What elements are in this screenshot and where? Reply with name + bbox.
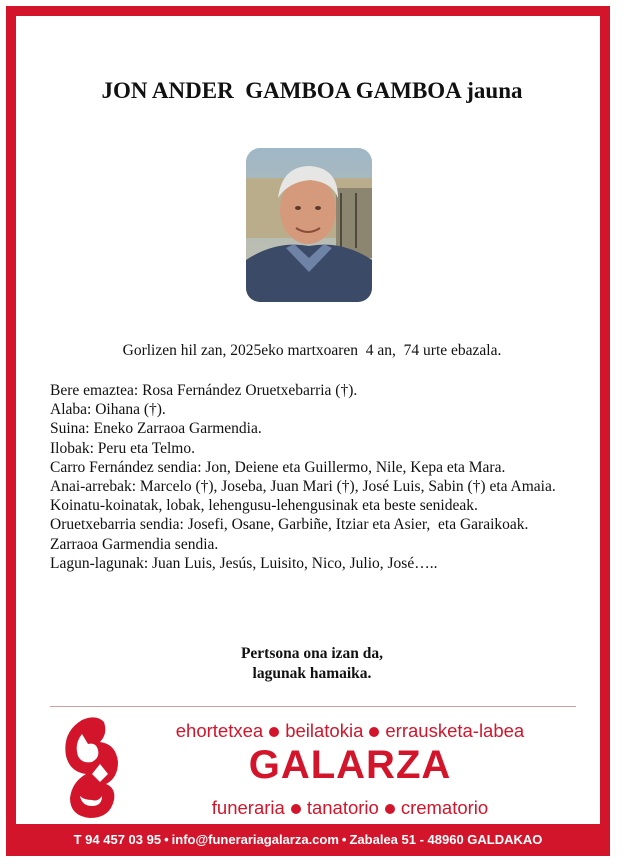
service-funeraria: funeraria xyxy=(211,797,285,818)
family-line: Alaba: Oihana (†). xyxy=(50,401,166,419)
address: Zabalea 51 - 48960 GALDAKAO xyxy=(349,832,543,847)
closing-line-2: lagunak hamaika. xyxy=(252,665,372,682)
service-errausketa: errausketa-labea xyxy=(385,720,525,741)
services-basque xyxy=(140,720,560,742)
phone-number: T 94 457 03 95 xyxy=(73,832,162,847)
family-line: Zarraoa Garmendia sendia. xyxy=(50,535,219,553)
contact-footer xyxy=(6,824,610,856)
bullet-icon xyxy=(291,804,301,814)
funeral-home-name: GALARZA xyxy=(248,743,452,787)
death-announcement: Gorlizen hil zan, 2025eko martxoaren 4 an, 74 urte ebazala. xyxy=(122,342,502,359)
separator: • xyxy=(341,832,347,847)
service-beilatokia: beilatokia xyxy=(285,720,364,741)
bullet-icon xyxy=(385,804,395,814)
family-line: Lagun-lagunak: Juan Luis, Jesús, Luisito, Nico, Julio, José….. xyxy=(50,554,438,572)
bullet-icon xyxy=(369,727,379,737)
family-line: Oruetxebarria sendia: Josefi, Osane, Garbiñe, Itziar eta Asier, eta Garaikoak. xyxy=(50,516,529,534)
service-tanatorio: tanatorio xyxy=(306,797,379,818)
family-line: Bere emaztea: Rosa Fernández Oruetxebarria (†). xyxy=(50,382,358,399)
deceased-name-title: JON ANDER GAMBOA GAMBOA jauna xyxy=(101,78,523,103)
divider-line xyxy=(50,706,576,707)
family-line: Ilobak: Peru eta Telmo. xyxy=(50,439,195,457)
galarza-logo-icon xyxy=(52,712,132,822)
email-link[interactable]: info@funerariagalarza.com xyxy=(171,832,339,847)
closing-message xyxy=(30,644,594,684)
closing-line-1: Pertsona ona izan da, xyxy=(240,645,384,662)
separator: • xyxy=(164,832,169,847)
family-line: Anai-arrebak: Marcelo (†), Joseba, Juan Mari (†), José Luis, Sabin (†) eta Amaia. xyxy=(50,478,556,496)
family-line: Suina: Eneko Zarraoa Garmendia. xyxy=(50,420,262,438)
service-crematorio: crematorio xyxy=(400,797,489,818)
portrait-photo xyxy=(246,148,372,302)
family-line: Carro Fernández sendia: Jon, Deiene eta Guillermo, Nile, Kepa eta Mara. xyxy=(50,458,506,476)
service-ehortetxea: ehortetxea xyxy=(175,720,264,741)
services-spanish xyxy=(140,797,560,819)
bullet-icon xyxy=(269,727,279,737)
portrait-illustration xyxy=(246,148,372,302)
family-line: Koinatu-koinatak, lobak, lehengusu-lehengusinak eta beste senideak. xyxy=(50,497,478,515)
family-list xyxy=(50,381,580,573)
